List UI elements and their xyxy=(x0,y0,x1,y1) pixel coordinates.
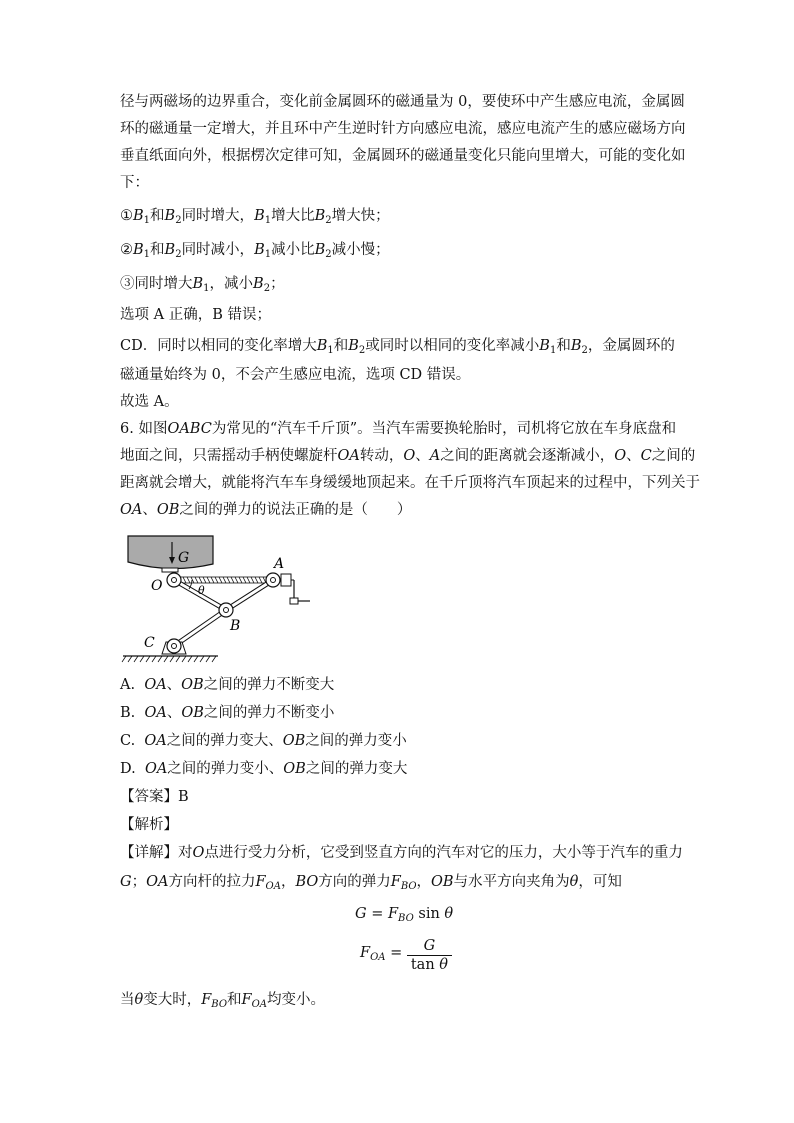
option-a: A. OA、OB之间的弹力不断变大 xyxy=(120,677,335,693)
text-line: 地面之间，只需摇动手柄使螺旋杆OA转动，O、A之间的距离就会逐渐减小，O、C之间的 xyxy=(120,448,696,464)
text-line: 环的磁通量一定增大，并且环中产生逆时针方向感应电流，感应电流产生的感应磁场方向 xyxy=(120,121,686,137)
text-line: 磁通量始终为 0，不会产生感应电流，选项 CD 错误。 xyxy=(120,367,471,383)
option-b: B. OA、OB之间的弹力不断变小 xyxy=(120,705,335,721)
detail-line-1: 【详解】对O点进行受力分析，它受到竖直方向的汽车对它的压力，大小等于汽车的重力 xyxy=(120,845,683,861)
case-2: $②B_1$和$B_2$同时减小，$B_1$减小比$B_2$减小慢； xyxy=(120,242,390,260)
text-line: 下： xyxy=(120,175,149,191)
text-line: 故选 A。 xyxy=(120,394,179,410)
analysis-label: 【解析】 xyxy=(120,817,178,833)
option-c: C. OA之间的弹力变大、OB之间的弹力变小 xyxy=(120,733,407,749)
option-d: D. OA之间的弹力变小、OB之间的弹力变大 xyxy=(120,761,408,777)
label-G: G xyxy=(178,550,190,566)
text-line: 径与两磁场的边界重合，变化前金属圆环的磁通量为 0，要使环中产生感应电流，金属圆 xyxy=(120,94,685,110)
label-A: A xyxy=(274,556,285,572)
label-B: B xyxy=(230,618,241,634)
text-line: 距离就会增大，就能将汽车车身缓缓地顶起来。在千斤顶将汽车顶起来的过程中，下列关于 xyxy=(120,475,700,491)
label-O: O xyxy=(151,578,163,594)
label-theta: θ xyxy=(198,584,205,597)
car-body xyxy=(128,536,213,569)
equation-1: $G = F_{BO}$ sin θ xyxy=(355,906,454,924)
label-C: C xyxy=(144,635,155,651)
text-line: OA、OB之间的弹力的说法正确的是（ ） xyxy=(120,502,412,518)
car-jack-diagram xyxy=(118,532,318,664)
text-line-cd: CD．同时以相同的变化率增大$B_1$和$B_2$或同时以相同的变化率减小$B_1$和$B_2$，金属圆环的 xyxy=(120,338,675,356)
conclusion-line: 当θ变大时，$F_{BO}$和$F_{OA}$均变小。 xyxy=(120,992,326,1010)
text-line: 选项 A 正确，B 错误； xyxy=(120,307,271,323)
text-line: 垂直纸面向外，根据楞次定律可知，金属圆环的磁通量变化只能向里增大，可能的变化如 xyxy=(120,148,686,164)
handle-block xyxy=(281,574,291,586)
detail-line-2: G；OA方向杆的拉力$F_{OA}$，BO方向的弹力$F_{BO}$，OB与水平方向夹角为θ，可知 xyxy=(120,874,622,892)
case-3: ③同时增大$B_1$，减小$B_2$； xyxy=(120,276,285,294)
answer-label: 【答案】B xyxy=(120,789,189,805)
question-6: 6. 如图OABC为常见的“汽车千斤顶”。当汽车需要换轮胎时，司机将它放在车身底盘和 xyxy=(120,421,677,437)
equation-2: $F_{OA}$ = $\frac{G}{\text{tan θ}}$ xyxy=(360,937,452,974)
case-1: $①B_1$和$B_2$同时增大，$B_1$增大比$B_2$增大快； xyxy=(120,208,390,226)
